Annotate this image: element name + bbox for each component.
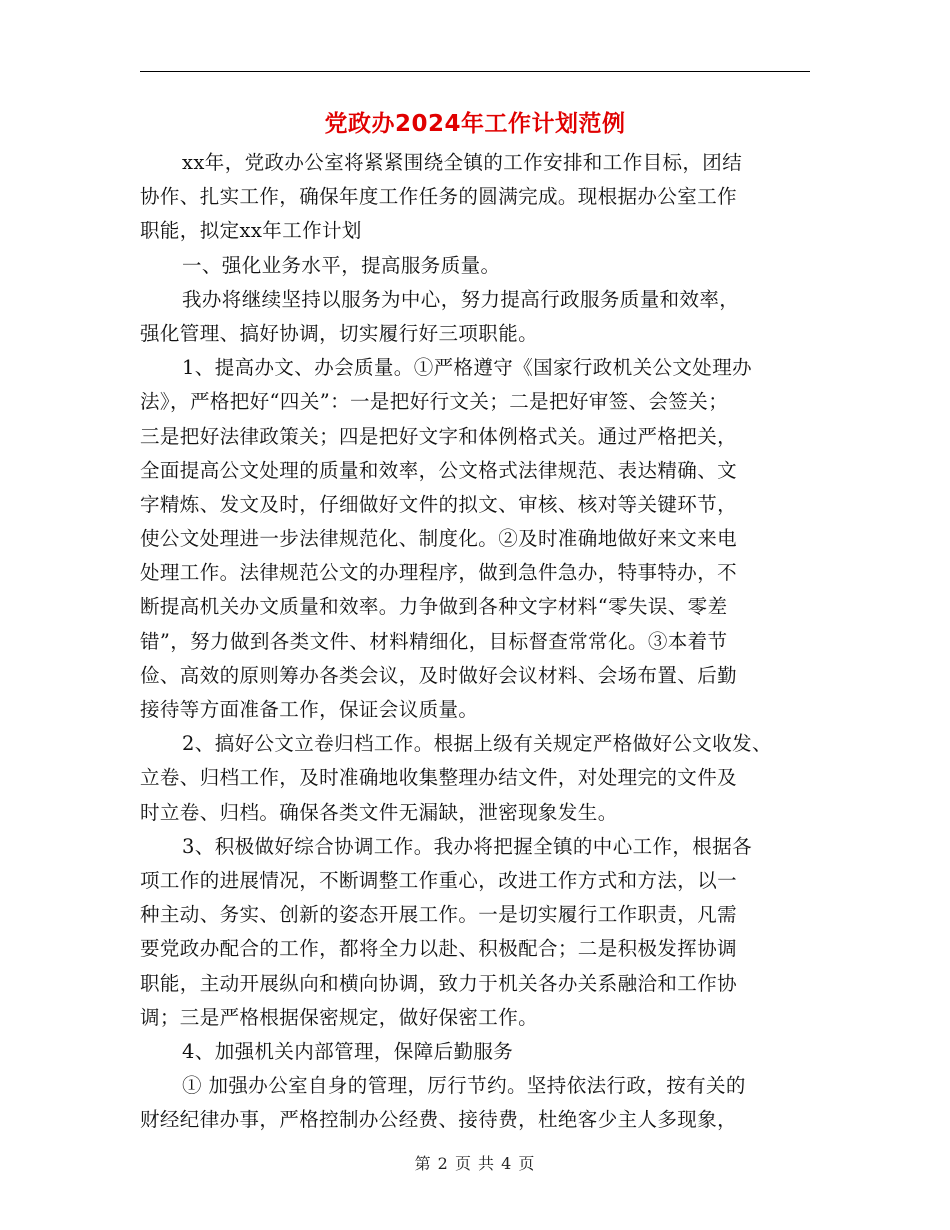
text-line: 强化管理、搞好协调，切实履行好三项职能。 [140,321,539,345]
text-line: 1、提高办文、办会质量。①严格遵守《国家行政机关公文处理办 [182,356,753,380]
text-line: 职能，拟定xx年工作计划 [140,219,362,243]
text-line: xx年，党政办公室将紧紧围绕全镇的工作安排和工作目标，团结 [182,151,743,174]
text-line: 三是把好法律政策关；四是把好文字和体例格式关。通过严格把关， [140,424,738,448]
text-line: 一、强化业务水平，提高服务质量。 [182,253,501,277]
page-footer: 第 2 页 共 4 页 [414,1154,536,1173]
text-line: 使公文处理进一步法律规范化、制度化。②及时准确地做好来文来电 [140,527,738,551]
text-line: 财经纪律办事，严格控制办公经费、接待费，杜绝客少主人多现象， [140,1108,738,1132]
text-line: 俭、高效的原则筹办各类会议，及时做好会议材料、会场布置、后勤 [140,663,738,687]
text-line: 4、加强机关内部管理，保障后勤服务 [182,1039,514,1063]
document-body [140,146,810,1137]
text-line: ① 加强办公室自身的管理，厉行节约。坚持依法行政，按有关的 [182,1074,746,1098]
text-line: 法》，严格把好“四关”：一是把好行文关；二是把好审签、会签关； [140,390,729,414]
text-line: 我办将继续坚持以服务为中心，努力提高行政服务质量和效率， [182,287,740,311]
text-line: 种主动、务实、创新的姿态开展工作。一是切实履行工作职责，凡需 [140,903,738,927]
text-line: 2、搞好公文立卷归档工作。根据上级有关规定严格做好公文收发、 [182,732,772,756]
text-line: 协作、扎实工作，确保年度工作任务的圆满完成。现根据办公室工作 [140,185,738,209]
text-line: 时立卷、归档。确保各类文件无漏缺，泄密现象发生。 [140,800,618,824]
text-line: 要党政办配合的工作，都将全力以赴、积极配合；二是积极发挥协调 [140,937,738,961]
text-line: 断提高机关办文质量和效率。力争做到各种文字材料“零失误、零差 [140,595,728,619]
text-line: 项工作的进展情况，不断调整工作重心，改进工作方式和方法，以一 [140,868,738,892]
document-title: 党政办2024年工作计划范例 [324,111,626,137]
text-line: 3、积极做好综合协调工作。我办将把握全镇的中心工作，根据各 [182,834,753,858]
text-line: 处理工作。法律规范公文的办理程序，做到急件急办，特事特办，不 [140,561,738,585]
text-line: 立卷、归档工作，及时准确地收集整理办结文件，对处理完的文件及 [140,766,738,790]
text-line: 错”，努力做到各类文件、材料精细化，目标督查常常化。③本着节 [140,629,728,653]
text-line: 全面提高公文处理的质量和效率，公文格式法律规范、表达精确、文 [140,458,738,482]
header-rule [140,71,810,72]
text-line: 接待等方面准备工作，保证会议质量。 [140,698,479,721]
text-line: 职能，主动开展纵向和横向协调，致力于机关各办关系融洽和工作协 [140,971,738,995]
text-line: 调；三是严格根据保密规定，做好保密工作。 [140,1005,539,1029]
text-line: 字精炼、发文及时，仔细做好文件的拟文、审核、核对等关键环节， [140,492,738,516]
